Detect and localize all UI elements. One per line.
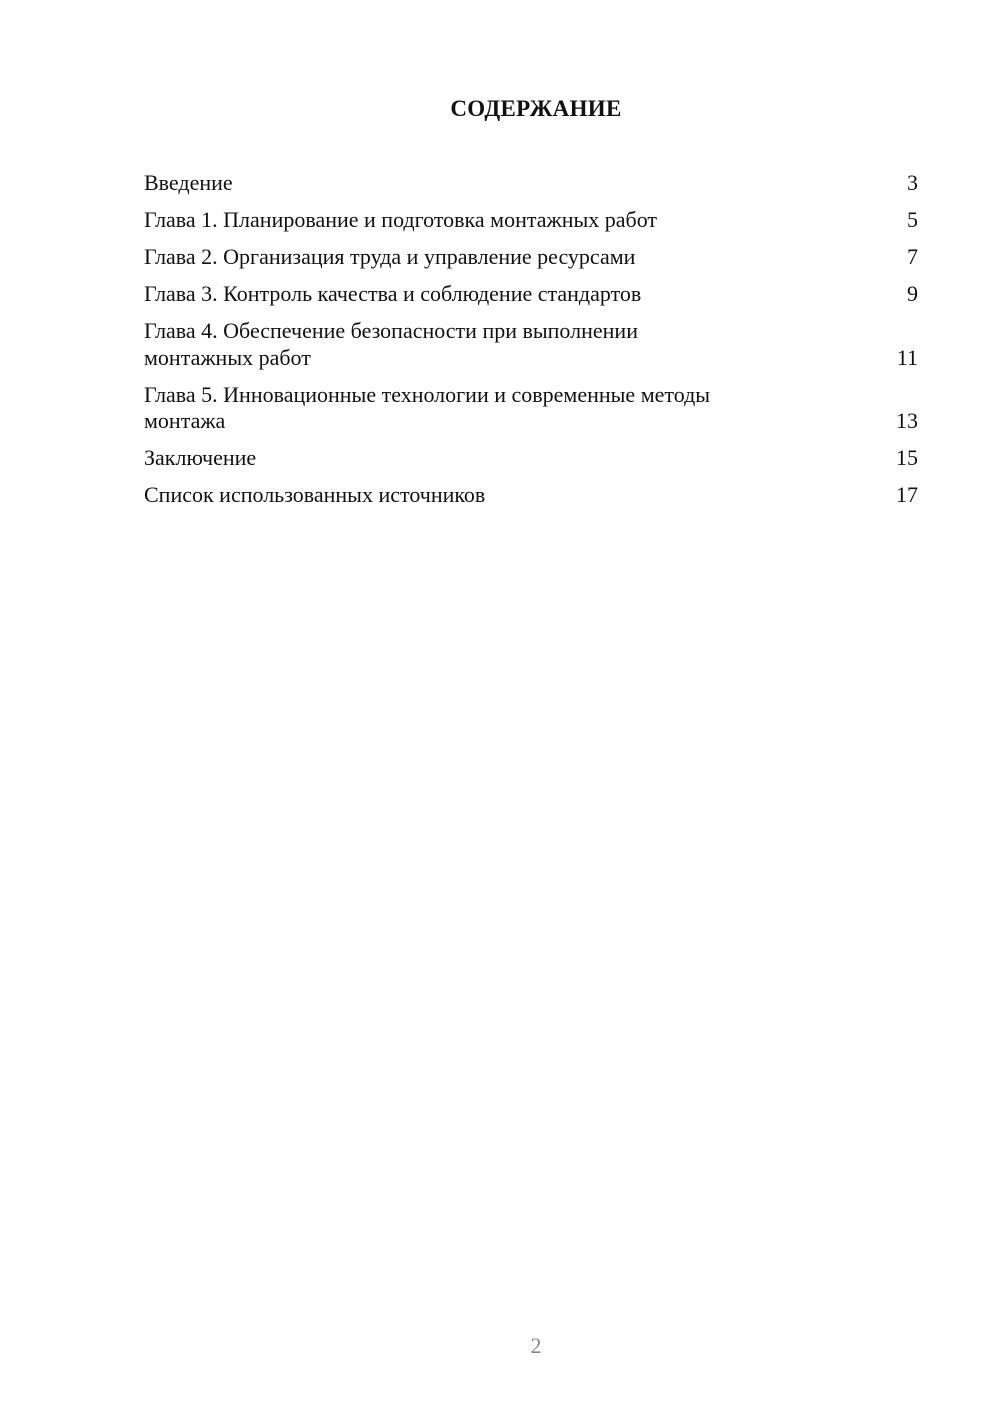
toc-entry-page: 9 [907,281,918,306]
table-of-contents [144,170,918,519]
toc-entry-label: Глава 5. Инновационные технологии и современные методы монтажа [144,381,711,433]
page-title: СОДЕРЖАНИЕ [450,96,622,121]
toc-entry-chapter-2 [144,244,918,271]
toc-entry-conclusion [144,445,918,472]
toc-entry-page: 3 [907,170,918,195]
toc-entry-page: 11 [896,344,918,370]
toc-entry-label: Список использованных источников [144,482,486,507]
toc-entry-page: 7 [907,244,918,269]
toc-entry-page: 17 [896,482,918,507]
toc-entry-label: Глава 4. Обеспечение безопасности при выполнении монтажных работ [144,318,638,370]
toc-entry-label: Глава 2. Организация труда и управление ресурсами [144,244,636,269]
toc-entry-label: Глава 3. Контроль качества и соблюдение стандартов [144,281,642,306]
toc-entry-references [144,482,918,509]
toc-entry-chapter-4 [144,318,918,371]
toc-entry-introduction [144,170,918,197]
toc-entry-label: Заключение [144,445,257,470]
toc-entry-chapter-5 [144,382,918,435]
toc-entry-chapter-3 [144,281,918,308]
toc-entry-label: Введение [144,170,233,195]
toc-entry-label: Глава 1. Планирование и подготовка монтажных работ [144,207,658,232]
toc-entry-page: 15 [896,445,918,470]
toc-entry-chapter-1 [144,207,918,234]
toc-entry-page: 5 [907,207,918,232]
page-number: 2 [530,1333,542,1358]
toc-entry-page: 13 [896,408,918,433]
